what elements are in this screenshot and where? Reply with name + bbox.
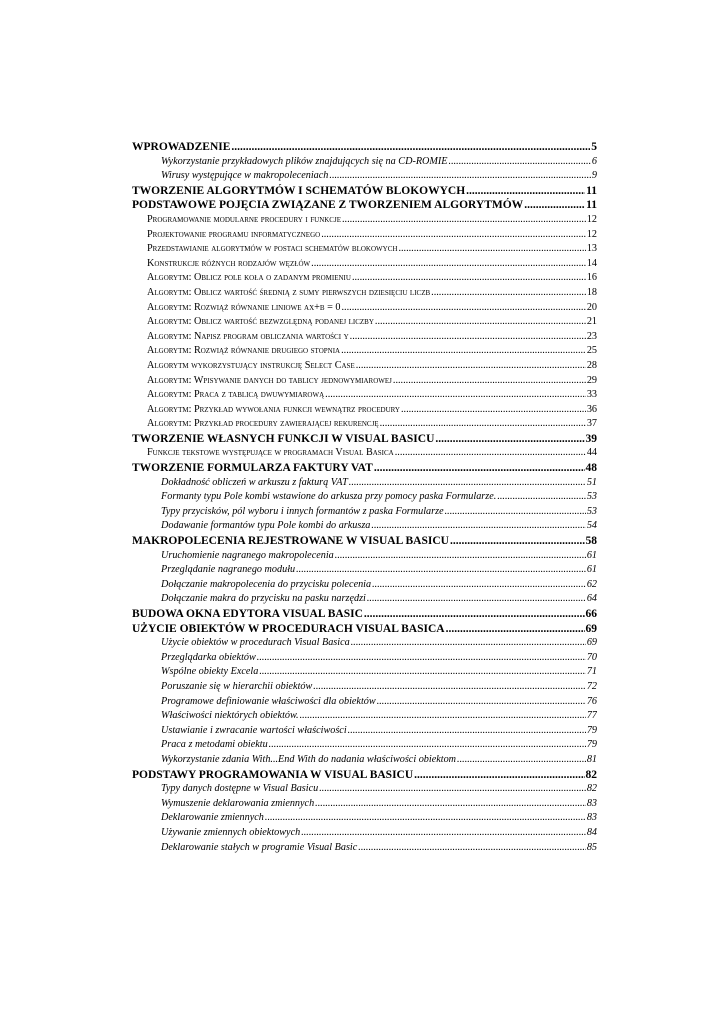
toc-page-number: 11 xyxy=(586,199,597,212)
toc-dot-leader xyxy=(375,315,586,330)
toc-chapter-entry xyxy=(132,140,597,155)
toc-page-number: 58 xyxy=(585,535,597,548)
toc-section-entry xyxy=(132,403,597,418)
toc-section-entry xyxy=(132,651,597,666)
toc-section-entry xyxy=(132,286,597,301)
toc-dot-leader xyxy=(335,549,586,564)
toc-page-number: 53 xyxy=(586,505,597,517)
toc-entry-title: Algorytm: Wpisywanie danych do tablicy jednowymiarowej xyxy=(147,374,392,386)
toc-section-entry xyxy=(132,549,597,564)
toc-page-number: 77 xyxy=(586,710,597,722)
toc-page-number: 83 xyxy=(586,797,597,809)
toc-section-entry xyxy=(132,169,597,184)
toc-entry-title: UŻYCIE OBIEKTÓW W PROCEDURACH VISUAL BASICA xyxy=(132,622,445,635)
toc-section-entry xyxy=(132,301,597,316)
toc-entry-title: Przeglądarka obiektów xyxy=(161,651,256,663)
toc-entry-title: PODSTAWY PROGRAMOWANIA W VISUAL BASICU xyxy=(132,768,414,781)
toc-section-entry xyxy=(132,665,597,680)
toc-page-number: 53 xyxy=(586,491,597,503)
toc-section-entry xyxy=(132,315,597,330)
toc-dot-leader xyxy=(450,534,585,549)
toc-section-entry xyxy=(132,826,597,841)
toc-page-number: 37 xyxy=(586,418,597,430)
toc-entry-title: Użycie obiektów w procedurach Visual Basica xyxy=(161,637,350,649)
toc-chapter-entry xyxy=(132,768,597,783)
toc-entry-title: Poruszanie się w hierarchii obiektów xyxy=(161,680,313,692)
toc-entry-title: Projektowanie programu informatycznego xyxy=(147,228,321,240)
toc-dot-leader xyxy=(380,417,586,432)
toc-page-number: 85 xyxy=(586,841,597,853)
toc-chapter-entry xyxy=(132,607,597,622)
toc-chapter-entry xyxy=(132,534,597,549)
toc-dot-leader xyxy=(321,228,586,243)
toc-entry-title: Przedstawianie algorytmów w postaci schematów blokowych xyxy=(147,243,398,255)
toc-section-entry xyxy=(132,417,597,432)
toc-section-entry xyxy=(132,344,597,359)
toc-entry-title: MAKROPOLECENIA REJESTROWANE W VISUAL BASICU xyxy=(132,535,449,548)
toc-entry-title: Uruchomienie nagranego makropolecenia xyxy=(161,549,334,561)
toc-section-entry xyxy=(132,578,597,593)
toc-dot-leader xyxy=(296,563,586,578)
toc-page-number: 21 xyxy=(586,316,597,328)
toc-entry-title: Dołączanie makropolecenia do przycisku polecenia xyxy=(161,578,372,590)
toc-entry-title: Algorytm: Przykład procedury zawierającej rekurencję xyxy=(147,418,379,430)
toc-page-number: 28 xyxy=(586,359,597,371)
toc-entry-title: Dodawanie formantów typu Pole kombi do arkusza xyxy=(161,520,371,532)
toc-entry-title: Algorytm: Przykład wywołania funkcji wewnątrz procedury xyxy=(147,403,400,415)
toc-page-number: 12 xyxy=(586,228,597,240)
toc-page-number: 25 xyxy=(586,345,597,357)
toc-page-number: 83 xyxy=(586,812,597,824)
toc-entry-title: Algorytm: Oblicz pole koła o zadanym promieniu xyxy=(147,272,351,284)
toc-page-number: 9 xyxy=(591,170,597,182)
toc-dot-leader xyxy=(395,446,586,461)
toc-dot-leader xyxy=(398,242,585,257)
toc-page-number: 71 xyxy=(586,666,597,678)
toc-section-entry xyxy=(132,709,597,724)
toc-page-number: 61 xyxy=(586,564,597,576)
toc-entry-title: Algorytm: Praca z tablicą dwuwymiarową xyxy=(147,389,325,401)
toc-dot-leader xyxy=(315,797,586,812)
toc-section-entry xyxy=(132,505,597,520)
toc-page-number: 79 xyxy=(586,739,597,751)
toc-dot-leader xyxy=(414,768,584,783)
toc-dot-leader xyxy=(265,811,586,826)
toc-section-entry xyxy=(132,359,597,374)
toc-page-number: 29 xyxy=(586,374,597,386)
toc-dot-leader xyxy=(329,169,591,184)
toc-entry-title: Algorytm: Napisz program obliczania wartości y xyxy=(147,330,349,342)
toc-page-number: 48 xyxy=(585,462,597,475)
toc-entry-title: TWORZENIE WŁASNYCH FUNKCJI W VISUAL BASICU xyxy=(132,432,435,445)
toc-dot-leader xyxy=(313,680,586,695)
toc-section-entry xyxy=(132,680,597,695)
toc-page-number: 82 xyxy=(585,768,597,781)
toc-dot-leader xyxy=(393,374,586,389)
toc-page-number: 39 xyxy=(585,432,597,445)
toc-page-number: 54 xyxy=(586,520,597,532)
toc-dot-leader xyxy=(231,140,590,155)
toc-entry-title: Dołączanie makra do przycisku na pasku narzędzi xyxy=(161,593,366,605)
toc-dot-leader xyxy=(300,709,586,724)
toc-entry-title: Algorytm: Oblicz wartość bezwzględną podanej liczby xyxy=(147,316,374,328)
table-of-contents xyxy=(132,140,597,855)
toc-section-entry xyxy=(132,724,597,739)
toc-entry-title: Konstrukcje różnych rodzajów węzłów xyxy=(147,257,311,269)
toc-entry-title: Typy danych dostępne w Visual Basicu xyxy=(161,783,319,795)
toc-dot-leader xyxy=(342,213,586,228)
toc-dot-leader xyxy=(349,476,586,491)
toc-entry-title: TWORZENIE FORMULARZA FAKTURY VAT xyxy=(132,462,373,475)
toc-entry-title: Programowanie modularne procedury i funkcje xyxy=(147,213,341,225)
toc-section-entry xyxy=(132,330,597,345)
toc-section-entry xyxy=(132,797,597,812)
toc-page-number: 13 xyxy=(586,243,597,255)
toc-page-number: 20 xyxy=(586,301,597,313)
toc-page-number: 70 xyxy=(586,651,597,663)
toc-dot-leader xyxy=(319,782,586,797)
toc-dot-leader xyxy=(377,695,586,710)
toc-section-entry xyxy=(132,155,597,170)
toc-section-entry xyxy=(132,388,597,403)
toc-page-number: 84 xyxy=(586,826,597,838)
toc-entry-title: Deklarowanie zmiennych xyxy=(161,812,264,824)
toc-dot-leader xyxy=(445,505,586,520)
toc-chapter-entry xyxy=(132,198,597,213)
toc-dot-leader xyxy=(325,388,586,403)
toc-dot-leader xyxy=(449,155,591,170)
toc-dot-leader xyxy=(351,636,586,651)
toc-dot-leader xyxy=(364,607,585,622)
toc-dot-leader xyxy=(348,724,586,739)
toc-entry-title: Formanty typu Pole kombi wstawione do arkusza przy pomocy paska Formularze. xyxy=(161,491,497,503)
toc-dot-leader xyxy=(524,198,585,213)
toc-entry-title: Wykorzystanie zdania With...End With do nadania właściwości obiektom xyxy=(161,753,457,765)
toc-page-number: 51 xyxy=(586,476,597,488)
toc-page-number: 79 xyxy=(586,724,597,736)
toc-dot-leader xyxy=(435,432,584,447)
toc-entry-title: Używanie zmiennych obiektowych xyxy=(161,826,301,838)
toc-section-entry xyxy=(132,374,597,389)
toc-dot-leader xyxy=(457,753,586,768)
toc-page-number: 33 xyxy=(586,389,597,401)
toc-dot-leader xyxy=(497,490,586,505)
toc-page-number: 72 xyxy=(586,680,597,692)
toc-dot-leader xyxy=(342,301,586,316)
toc-entry-title: Algorytm wykorzystujący instrukcję Select Case xyxy=(147,359,355,371)
toc-section-entry xyxy=(132,213,597,228)
toc-entry-title: Deklarowanie stałych w programie Visual Basic xyxy=(161,841,358,853)
toc-section-entry xyxy=(132,490,597,505)
toc-dot-leader xyxy=(301,826,586,841)
toc-page-number: 16 xyxy=(586,272,597,284)
toc-section-entry xyxy=(132,446,597,461)
toc-dot-leader xyxy=(341,344,586,359)
toc-dot-leader xyxy=(350,330,586,345)
toc-entry-title: Praca z metodami obiektu xyxy=(161,739,268,751)
toc-dot-leader xyxy=(311,257,586,272)
toc-entry-title: Dokładność obliczeń w arkuszu z fakturą VAT xyxy=(161,476,348,488)
toc-page-number: 62 xyxy=(586,578,597,590)
toc-page-number: 12 xyxy=(586,213,597,225)
toc-section-entry xyxy=(132,636,597,651)
toc-dot-leader xyxy=(401,403,586,418)
toc-page-number: 14 xyxy=(586,257,597,269)
toc-entry-title: Funkcje tekstowe występujące w programach Visual Basica xyxy=(147,447,394,459)
toc-entry-title: Typy przycisków, pól wyboru i innych formantów z paska Formularze xyxy=(161,505,444,517)
toc-chapter-entry xyxy=(132,461,597,476)
toc-dot-leader xyxy=(257,651,586,666)
toc-entry-title: Przeglądanie nagranego modułu xyxy=(161,564,296,576)
toc-page-number: 76 xyxy=(586,695,597,707)
toc-section-entry xyxy=(132,476,597,491)
toc-page-number: 6 xyxy=(591,155,597,167)
toc-page-number: 81 xyxy=(586,753,597,765)
toc-section-entry xyxy=(132,228,597,243)
toc-section-entry xyxy=(132,592,597,607)
toc-entry-title: Algorytm: Rozwiąż równanie liniowe ax+b = 0 xyxy=(147,301,341,313)
toc-page-number: 18 xyxy=(586,286,597,298)
toc-page-number: 5 xyxy=(591,141,597,153)
toc-section-entry xyxy=(132,271,597,286)
toc-entry-title: Algorytm: Rozwiąż równanie drugiego stopnia xyxy=(147,345,341,357)
toc-entry-title: Programowe definiowanie właściwości dla obiektów xyxy=(161,695,376,707)
toc-section-entry xyxy=(132,841,597,856)
toc-entry-title: BUDOWA OKNA EDYTORA VISUAL BASIC xyxy=(132,608,363,620)
toc-page-number: 44 xyxy=(586,447,597,459)
toc-page-number: 69 xyxy=(585,622,597,635)
toc-entry-title: WPROWADZENIE xyxy=(132,141,231,153)
toc-page-number: 69 xyxy=(586,637,597,649)
toc-entry-title: Wirusy występujące w makropoleceniach xyxy=(161,170,329,182)
toc-entry-title: TWORZENIE ALGORYTMÓW I SCHEMATÓW BLOKOWYCH xyxy=(132,184,466,197)
toc-chapter-entry xyxy=(132,622,597,637)
toc-page-number: 61 xyxy=(586,549,597,561)
toc-chapter-entry xyxy=(132,432,597,447)
toc-dot-leader xyxy=(446,622,585,637)
toc-page-number: 11 xyxy=(586,184,597,197)
toc-entry-title: Właściwości niektórych obiektów. xyxy=(161,710,299,722)
toc-entry-title: PODSTAWOWE POJĘCIA ZWIĄZANE Z TWORZENIEM ALGORYTMÓW xyxy=(132,199,524,212)
toc-page-number: 36 xyxy=(586,403,597,415)
toc-dot-leader xyxy=(431,286,586,301)
toc-dot-leader xyxy=(466,184,585,199)
toc-page-number: 82 xyxy=(586,783,597,795)
toc-dot-leader xyxy=(372,578,586,593)
toc-section-entry xyxy=(132,695,597,710)
toc-section-entry xyxy=(132,753,597,768)
toc-section-entry xyxy=(132,257,597,272)
toc-section-entry xyxy=(132,519,597,534)
toc-dot-leader xyxy=(374,461,585,476)
toc-page-number: 66 xyxy=(585,608,597,620)
toc-dot-leader xyxy=(352,271,586,286)
toc-section-entry xyxy=(132,242,597,257)
toc-section-entry xyxy=(132,563,597,578)
toc-section-entry xyxy=(132,782,597,797)
toc-page-number: 64 xyxy=(586,593,597,605)
toc-entry-title: Wymuszenie deklarowania zmiennych xyxy=(161,797,315,809)
toc-section-entry xyxy=(132,738,597,753)
toc-dot-leader xyxy=(259,665,586,680)
toc-dot-leader xyxy=(269,738,586,753)
toc-entry-title: Algorytm: Oblicz wartość średnią z sumy pierwszych dziesięciu liczb xyxy=(147,286,431,298)
toc-section-entry xyxy=(132,811,597,826)
toc-dot-leader xyxy=(358,841,586,856)
toc-dot-leader xyxy=(356,359,586,374)
toc-page-number: 23 xyxy=(586,330,597,342)
toc-dot-leader xyxy=(367,592,586,607)
toc-entry-title: Wspólne obiekty Excela xyxy=(161,666,259,678)
toc-chapter-entry xyxy=(132,184,597,199)
toc-dot-leader xyxy=(371,519,585,534)
toc-entry-title: Ustawianie i zwracanie wartości właściwości xyxy=(161,724,347,736)
toc-entry-title: Wykorzystanie przykładowych plików znajdujących się na CD-ROMIE xyxy=(161,155,448,167)
